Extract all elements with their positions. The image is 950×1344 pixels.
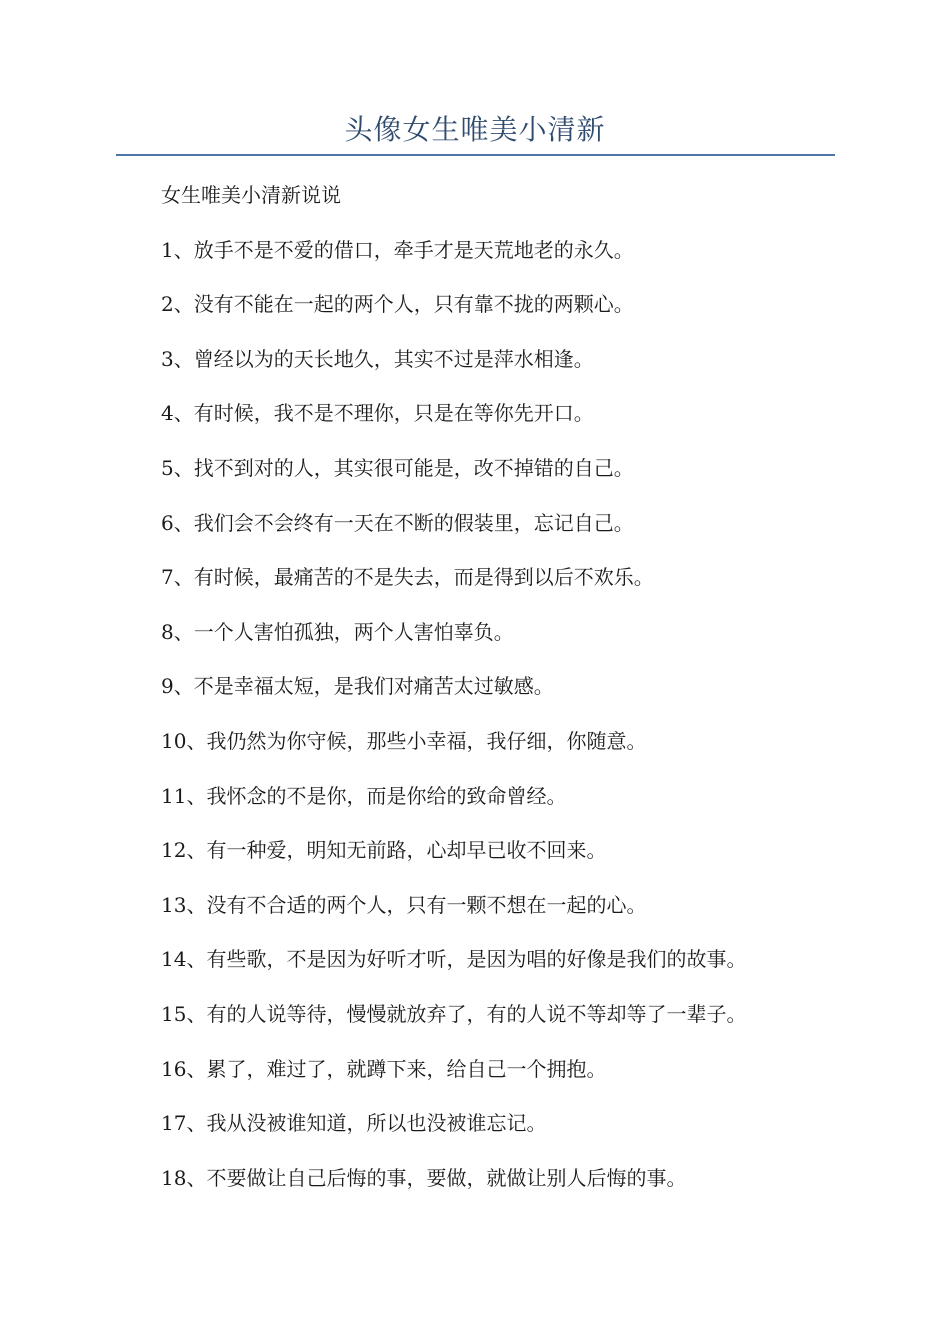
list-item: 16、累了，难过了，就蹲下来，给自己一个拥抱。	[161, 1056, 607, 1081]
list-item: 2、没有不能在一起的两个人，只有靠不拢的两颗心。	[161, 292, 634, 317]
list-item: 12、有一种爱，明知无前路，心却早已收不回来。	[161, 838, 607, 863]
list-item: 9、不是幸福太短，是我们对痛苦太过敏感。	[161, 674, 554, 699]
list-item: 3、曾经以为的天长地久，其实不过是萍水相逢。	[161, 346, 594, 371]
list-item: 6、我们会不会终有一天在不断的假装里，忘记自己。	[161, 510, 634, 535]
list-item: 10、我仍然为你守候，那些小幸福，我仔细，你随意。	[161, 728, 647, 753]
list-item: 5、找不到对的人，其实很可能是，改不掉错的自己。	[161, 455, 634, 480]
list-item: 1、放手不是不爱的借口，牵手才是天荒地老的永久。	[161, 237, 634, 262]
document-title: 头像女生唯美小清新	[344, 113, 606, 146]
list-item: 13、没有不合适的两个人，只有一颗不想在一起的心。	[161, 892, 647, 917]
list-item: 17、我从没被谁知道，所以也没被谁忘记。	[161, 1111, 547, 1136]
list-item: 8、一个人害怕孤独，两个人害怕辜负。	[161, 619, 514, 644]
list-item: 4、有时候，我不是不理你，只是在等你先开口。	[161, 401, 594, 426]
list-item: 11、我怀念的不是你，而是你给的致命曾经。	[161, 783, 567, 808]
list-item: 15、有的人说等待，慢慢就放弃了，有的人说不等却等了一辈子。	[161, 1001, 747, 1026]
title-underline	[116, 154, 835, 156]
list-item: 7、有时候，最痛苦的不是失去，而是得到以后不欢乐。	[161, 565, 654, 590]
list-item: 18、不要做让自己后悔的事，要做，就做让别人后悔的事。	[161, 1165, 687, 1190]
document-body	[161, 176, 841, 1213]
section-heading: 女生唯美小清新说说	[161, 183, 341, 207]
list-item: 14、有些歌，不是因为好听才听，是因为唱的好像是我们的故事。	[161, 947, 747, 972]
